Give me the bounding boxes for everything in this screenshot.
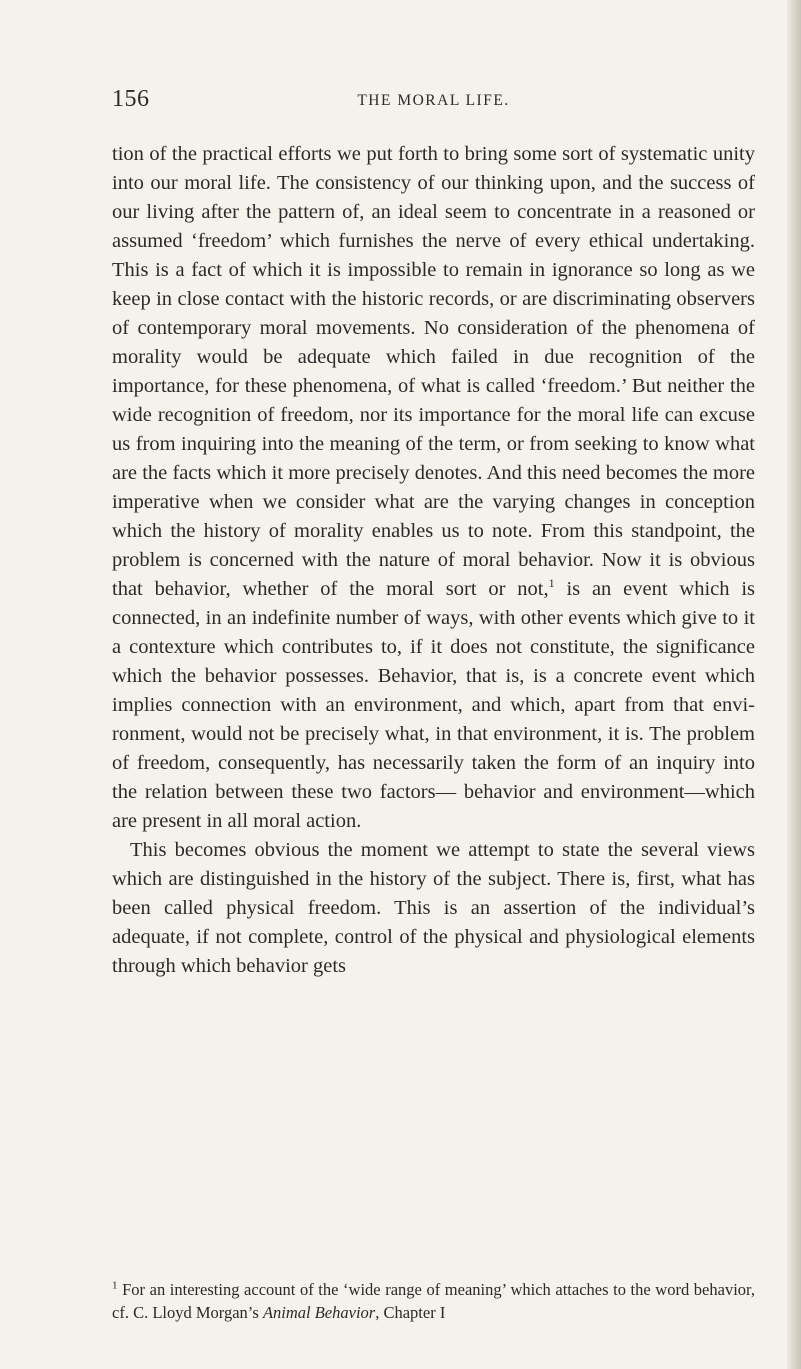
page-number: 156 [112,86,150,112]
paragraph [112,140,755,836]
footnote-suffix: , Chapter I [375,1303,446,1322]
footnote-mark: 1 [112,1279,118,1292]
page-header [112,86,755,116]
footnote-reference: 1 [548,576,555,591]
body-text [112,140,755,981]
running-head: THE MORAL LIFE. [357,92,510,109]
paragraph-text: tion of the practical efforts we put forth to bring some sort of systematic unity into our moral life. The consistency of our thinking upon, and the success of our living after the pattern of, an ideal seem to concentrate in a reasoned or assumed ‘freedom’ which furnishes the nerve of every ethical undertaking. This is a fact of which it is impossible to remain in ignorance so long as we keep in close contact with the historic records, or are discriminating observers of contemporary moral movements. No consideration of the phenomena of morality would be adequate which failed in due recognition of the importance, for these phenomena, of what is called ‘freedom.’ But neither the wide recognition of freedom, nor its importance for the moral life can excuse us from inquiring into the meaning of the term, or from seeking to know what are the facts which it more precisely denotes. And this need becomes the more imperative when we consider what are the varying changes in conception which the history of morality enables us to note. From this standpoint, the problem is concerned with the nature of moral behavior. Now it is obvious that behavior, whether of the moral sort or not, [112,143,755,600]
footnote [112,1278,755,1324]
page-edge-shadow [787,0,801,1369]
footnote-text: For an interesting account of the ‘wide range of meaning’ which attaches to the word behavior, cf. C. Lloyd Morgan’s [112,1280,756,1322]
paragraph-text-continued: is an event which is connected, in an indefinite number of ways, with other events which give to it a contexture which contributes to, if it does not constitute, the significance which the behavior possesses. Behavior, that is, is a concrete event which implies connection with an environment, and which, apart from that environment, would not be precisely what, in that environment, it is. The problem of freedom, consequently, has necessarily taken the form of an inquiry into the relation between these two factors— behavior and environment—which are present in all moral action. [112,578,755,832]
footnote-book-title: Animal Behavior [262,1303,376,1322]
paragraph: This becomes obvious the moment we attempt to state the several views which are distinguished in the history of the subject. There is, first, what has been called physical freedom. This is an assertion of the individual’s adequate, if not complete, control of the physical and physiological elements through which behavior gets [112,839,755,977]
